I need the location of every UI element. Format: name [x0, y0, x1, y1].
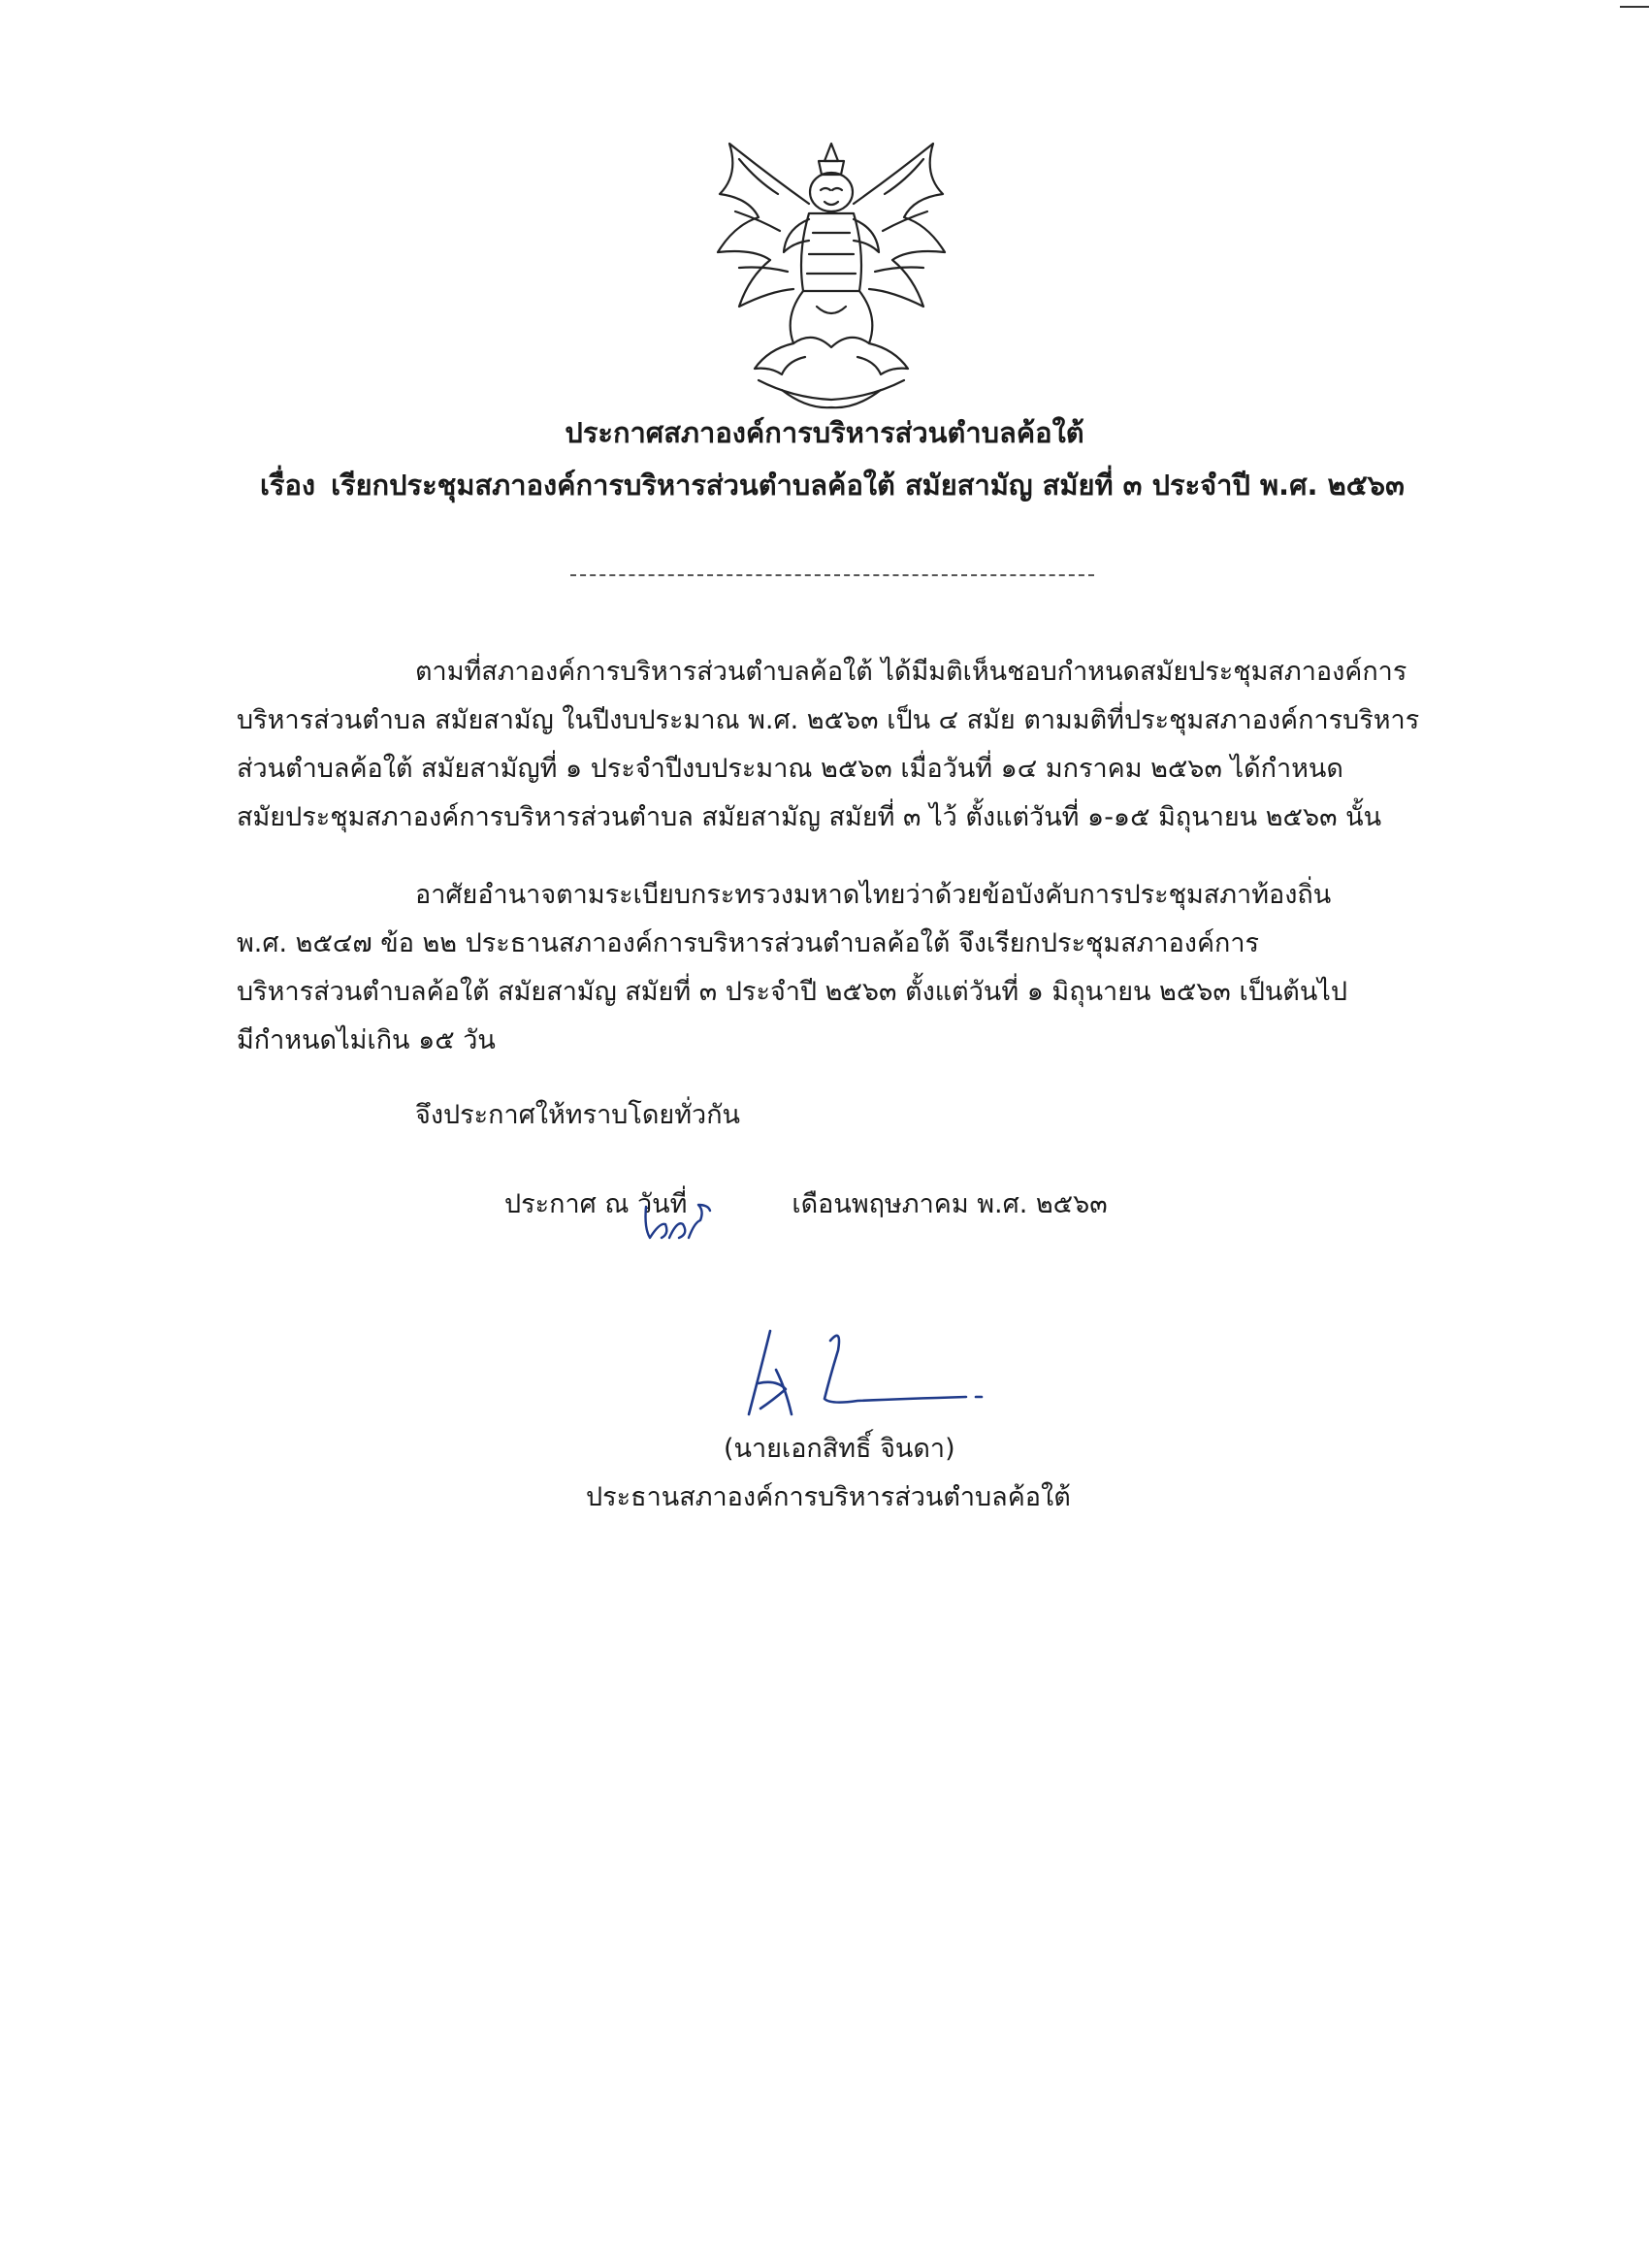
- announcement-title: ประกาศสภาองค์การบริหารส่วนตำบลค้อใต้: [565, 416, 1084, 449]
- signer-position: ประธานสภาองค์การบริหารส่วนตำบลค้อใต้: [586, 1482, 1071, 1512]
- signature: [737, 1321, 1009, 1428]
- announcement-subject: [260, 466, 1405, 504]
- scan-corner-mark: [1620, 6, 1649, 8]
- paragraph-1: [237, 648, 1430, 842]
- paragraph-2-line: มีกำหนดไม่เกิน ๑๕ วัน: [237, 1025, 496, 1055]
- title-separator: [570, 574, 1094, 576]
- paragraph-1-line: ตามที่สภาองค์การบริหารส่วนตำบลค้อใต้ ได้มีมติเห็นชอบกำหนดสมัยประชุมสภาองค์การ: [415, 657, 1407, 687]
- date-month-year: เดือนพฤษภาคม พ.ศ. ๒๕๖๓: [792, 1189, 1108, 1219]
- paragraph-2-line: อาศัยอำนาจตามระเบียบกระทรวงมหาดไทยว่าด้วยข้อบังคับการประชุมสภาท้องถิ่น: [415, 880, 1332, 910]
- subject-text: เรียกประชุมสภาองค์การบริหารส่วนตำบลค้อใต้ สมัยสามัญ สมัยที่ ๓ ประจำปี พ.ศ. ๒๕๖๓: [331, 469, 1405, 502]
- handwritten-day: [640, 1199, 737, 1244]
- signer-name: (นายเอกสิทธิ์ จินดา): [724, 1434, 955, 1464]
- paragraph-2: [237, 871, 1430, 1065]
- paragraph-2-line: พ.ศ. ๒๕๔๗ ข้อ ๒๒ ประธานสภาองค์การบริหารส่วนตำบลค้อใต้ จึงเรียกประชุมสภาองค์การ: [237, 928, 1260, 958]
- garuda-emblem-icon: [700, 136, 962, 413]
- paragraph-1-line: บริหารส่วนตำบล สมัยสามัญ ในปีงบประมาณ พ.ศ. ๒๕๖๓ เป็น ๔ สมัย ตามมติที่ประชุมสภาองค์การบริหาร: [237, 705, 1420, 735]
- paragraph-2-line: บริหารส่วนตำบลค้อใต้ สมัยสามัญ สมัยที่ ๓ ประจำปี ๒๕๖๓ ตั้งแต่วันที่ ๑ มิถุนายน ๒๕๖๓ เป็นต้นไป: [237, 977, 1347, 1007]
- paragraph-1-line: สมัยประชุมสภาองค์การบริหารส่วนตำบล สมัยสามัญ สมัยที่ ๓ ไว้ ตั้งแต่วันที่ ๑-๑๕ มิถุนายน ๒๕๖๓ นั้น: [237, 802, 1382, 832]
- announcement-date: [504, 1185, 1108, 1224]
- paragraph-1-line: ส่วนตำบลค้อใต้ สมัยสามัญที่ ๑ ประจำปีงบประมาณ ๒๕๖๓ เมื่อวันที่ ๑๔ มกราคม ๒๕๖๓ ได้กำหนด: [237, 754, 1343, 784]
- date-prefix: ประกาศ ณ วันที่: [504, 1189, 688, 1219]
- subject-label: เรื่อง: [260, 469, 316, 502]
- closing-statement: จึงประกาศให้ทราบโดยทั่วกัน: [415, 1100, 740, 1130]
